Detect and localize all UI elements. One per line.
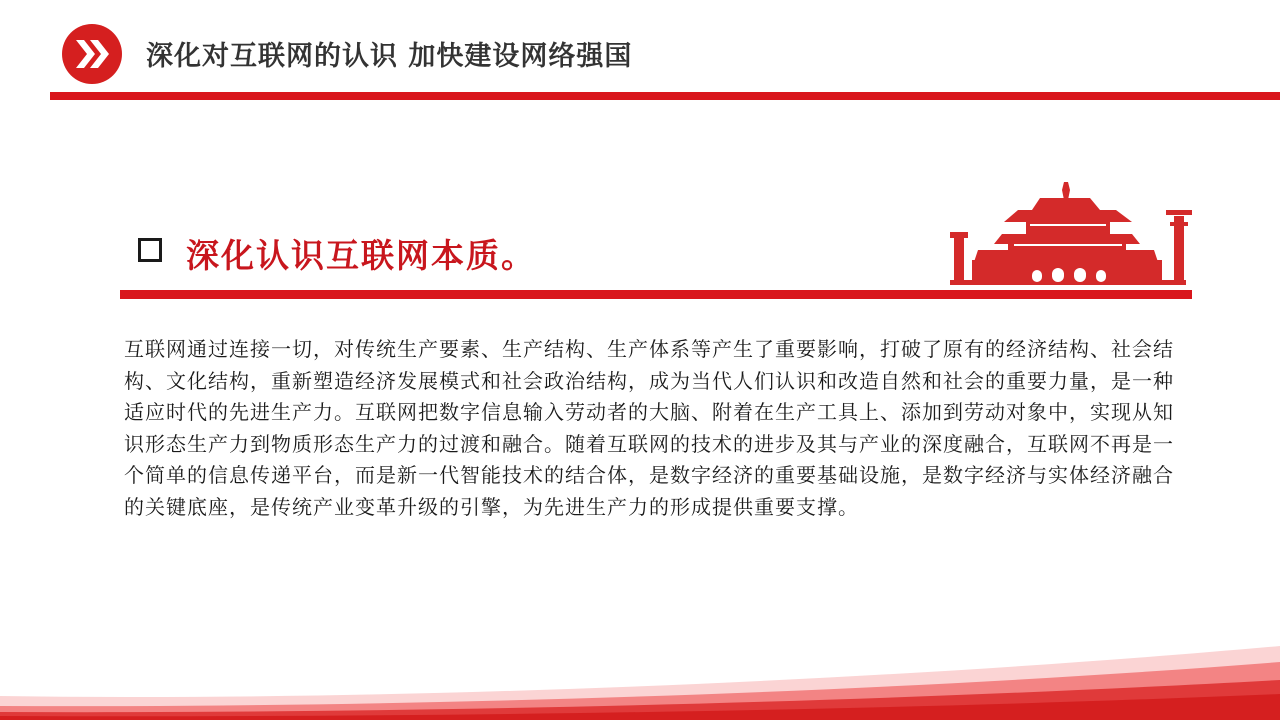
section-divider [120, 290, 1192, 299]
hollow-square-icon [138, 238, 162, 262]
section-heading: 深化认识互联网本质。 [186, 236, 536, 275]
body-paragraph: 互联网通过连接一切，对传统生产要素、生产结构、生产体系等产生了重要影响，打破了原有的经济结构、社会结构、文化结构，重新塑造经济发展模式和社会政治结构，成为当代人们认识和改造自然和社会的重要力量，是一种适应时代的先进生产力。互联网把数字信息输入劳动者的大脑、附着在生产工具上、添加到劳动对象中，实现从知识形态生产力到物质形态生产力的过渡和融合。随着互联网的技术的进步及其与产业的深度融合，互联网不再是一个简单的信息传递平台，而是新一代智能技术的结合体，是数字经济的重要基础设施，是数字经济与实体经济融合的关键底座，是传统产业变革升级的引擎，为先进生产力的形成提供重要支撑。 [124, 337, 1174, 519]
page-title: 深化对互联网的认识 加快建设网络强国 [146, 41, 633, 72]
double-chevron-right-icon [62, 24, 122, 84]
header-divider [50, 92, 1280, 100]
footer-wave [0, 636, 1280, 720]
tiananmen-gate-icon [944, 180, 1194, 286]
logo-badge [62, 24, 122, 84]
